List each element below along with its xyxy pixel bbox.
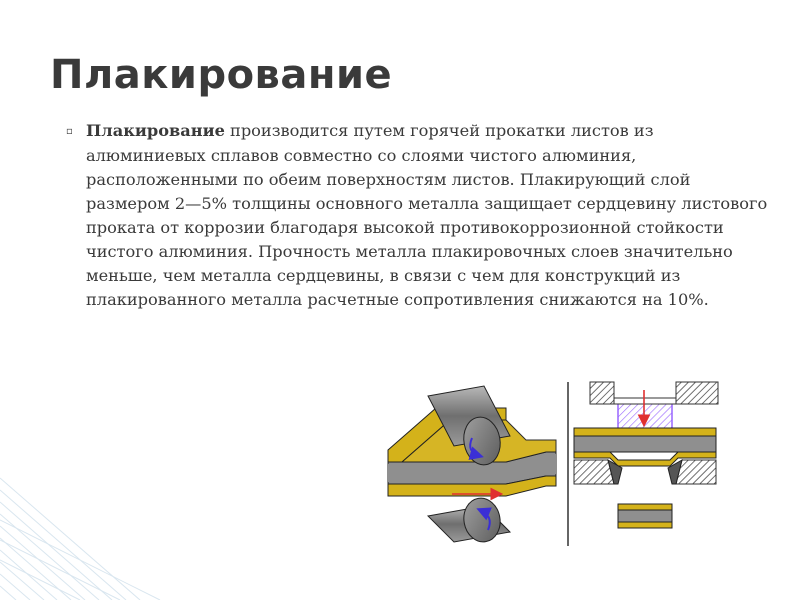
- lower-roller-icon: [428, 495, 510, 545]
- rolling-diagram: [388, 386, 556, 545]
- body-paragraph: [66, 119, 776, 312]
- body-text: производится путем горячей прокатки листов из алюминиевых сплавов совместно со слоями чистого алюминия, расположенными по обеим поверхностям листов. Плакирующий слой размером 2—5% толщины основного металла защищает сердцевину листового проката от коррозии благодаря высокой противокоррозионной стойкости чистого алюминия. Прочность металла плакировочных слоев значительно меньше, чем металла сердцевины, в связи с чем для конструкций из плакированного металла расчетные сопротивления снижаются на 10%.: [86, 121, 768, 309]
- bullet-icon: ▫: [66, 126, 73, 137]
- section-diagram: [574, 382, 718, 528]
- body-term: Плакирование: [86, 121, 225, 140]
- slide-title: Плакирование: [50, 52, 393, 98]
- cladding-illustration: [386, 380, 722, 548]
